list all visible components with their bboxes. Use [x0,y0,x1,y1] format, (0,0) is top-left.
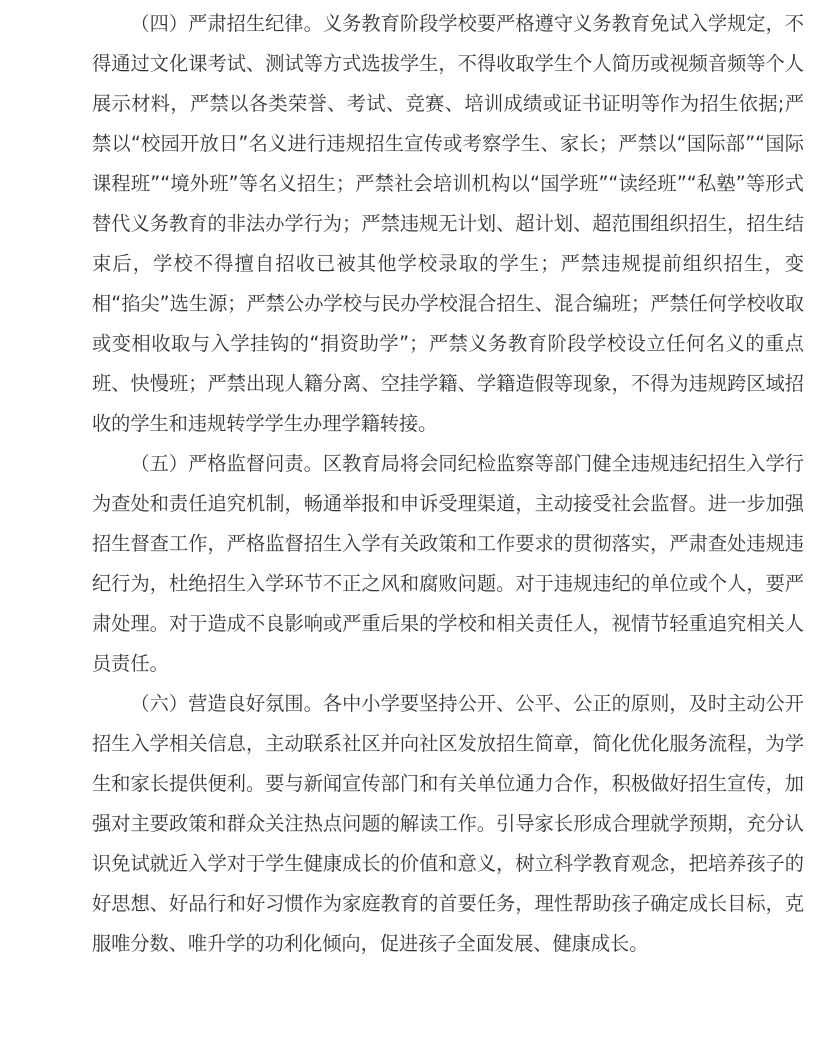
paragraph-strict-supervision-accountability: （五）严格监督问责。区教育局将会同纪检监察等部门健全违规违纪招生入学行为查处和责任追究机制，畅通举报和申诉受理渠道，主动接受社会监督。进一步加强招生督查工作，严格监督招生入学有关政策和工作要求的贯彻落实，严肃查处违规违纪行为，杜绝招生入学环节不正之风和腐败问题。对于违规违纪的单位或个人，要严肃处理。对于造成不良影响或严重后果的学校和相关责任人，视情节轻重追究相关人员责任。 [92,452,804,675]
paragraph-strict-enrollment-discipline: （四）严肃招生纪律。义务教育阶段学校要严格遵守义务教育免试入学规定，不得通过文化课考试、测试等方式选拔学生，不得收取学生个人简历或视频音频等个人展示材料，严禁以各类荣誉、考试、竞赛、培训成绩或证书证明等作为招生依据;严禁以“校园开放日”名义进行违规招生宣传或考察学生、家长；严禁以“国际部”“国际课程班”“境外班”等名义招生；严禁社会培训机构以“国学班”“读经班”“私塾”等形式替代义务教育的非法办学行为；严禁违规无计划、超计划、超范围组织招生，招生结束后，学校不得擅自招收已被其他学校录取的学生；严禁违规提前组织招生，变相“掐尖”选生源；严禁公办学校与民办学校混合招生、混合编班；严禁任何学校收取或变相收取与入学挂钩的“捐资助学”；严禁义务教育阶段学校设立任何名义的重点班、快慢班；严禁出现人籍分离、空挂学籍、学籍造假等现象，不得为违规跨区域招收的学生和违规转学学生办理学籍转接。 [92,12,804,435]
paragraph-good-atmosphere: （六）营造良好氛围。各中小学要坚持公开、公平、公正的原则，及时主动公开招生入学相关信息，主动联系社区并向社区发放招生简章，简化优化服务流程，为学生和家长提供便利。要与新闻宣传部门和有关单位通力合作，积极做好招生宣传，加强对主要政策和群众关注热点问题的解读工作。引导家长形成合理就学预期，充分认识免试就近入学对于学生健康成长的价值和意义，树立科学教育观念，把培养孩子的好思想、好品行和好习惯作为家庭教育的首要任务，理性帮助孩子确定成长目标，克服唯分数、唯升学的功利化倾向，促进孩子全面发展、健康成长。 [92,692,804,955]
article-body [92,4,804,964]
